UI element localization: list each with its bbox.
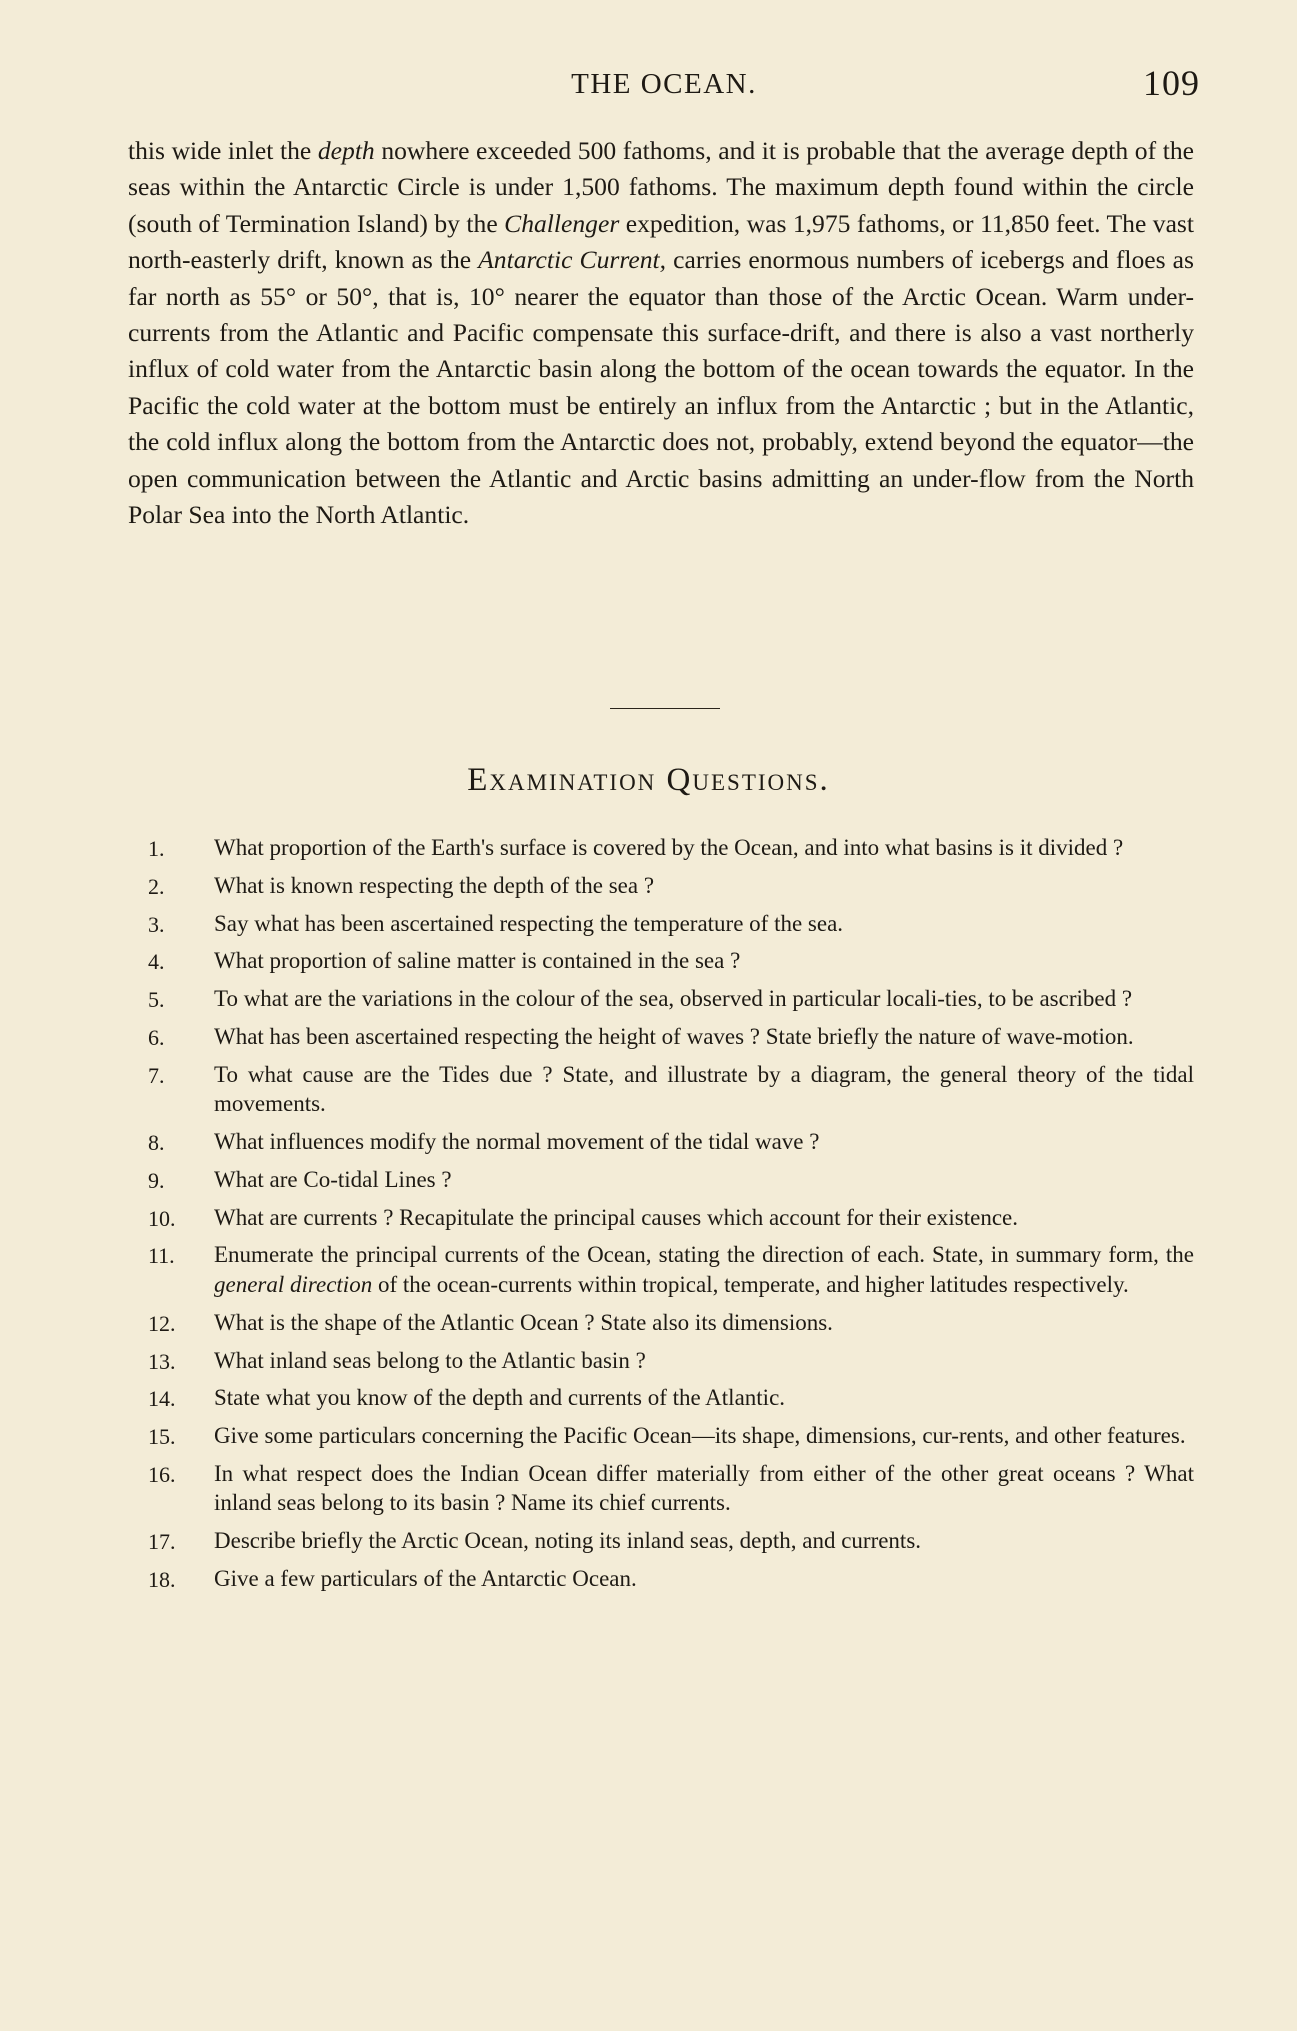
question-text: In what respect does the Indian Ocean differ materially from either of the other great oceans ? What inland seas belong to its basin ? Name its chief currents. <box>214 1460 1194 1516</box>
question-number: 2. <box>148 873 165 899</box>
question-item <box>148 1060 1194 1119</box>
question-text: What is known respecting the depth of the sea ? <box>214 872 655 898</box>
running-head-title: THE OCEAN. <box>571 68 757 100</box>
question-item <box>148 1346 1194 1376</box>
question-number: 18. <box>148 1567 176 1593</box>
question-item <box>148 1240 1194 1299</box>
question-number: 14. <box>148 1386 176 1412</box>
question-number: 5. <box>148 987 165 1013</box>
question-item <box>148 1564 1194 1594</box>
question-number: 9. <box>148 1167 165 1193</box>
question-text: To what cause are the Tides due ? State, and illustrate by a diagram, the general theory of the tidal movements. <box>214 1061 1194 1117</box>
body-text-part: expedition, was 1,975 fathoms, or 11,850 feet. The vast north-easterly drift, known as the <box>128 208 1195 275</box>
question-item <box>148 1022 1194 1052</box>
question-item <box>148 1165 1194 1195</box>
question-text: Give some particulars concerning the Pacific Ocean—its shape, dimensions, cur-rents, and other features. <box>214 1423 1186 1449</box>
question-number: 15. <box>148 1424 176 1450</box>
question-item <box>148 1459 1194 1518</box>
question-item <box>148 833 1194 863</box>
question-text: What proportion of saline matter is contained in the sea ? <box>214 948 741 974</box>
question-text: What proportion of the Earth's surface is covered by the Ocean, and into what basins is it divided ? <box>214 835 1124 860</box>
page-number: 109 <box>1143 63 1200 103</box>
body-text-part: nowhere exceeded 500 fathoms, and it is probable that the average depth of the seas within the Antarctic Circle is under 1,500 fathoms. The maximum depth found within the circle (south of Termination Island) by the <box>128 136 1194 238</box>
question-number: 4. <box>148 949 165 975</box>
question-item <box>148 1127 1194 1157</box>
question-number: 7. <box>148 1062 165 1088</box>
body-text-part: this wide inlet the <box>128 136 318 165</box>
question-text: Give a few particulars of the Antarctic Ocean. <box>214 1566 637 1592</box>
running-head <box>128 62 1200 102</box>
question-text: Describe briefly the Arctic Ocean, noting its inland seas, depth, and currents. <box>214 1528 922 1554</box>
body-paragraph <box>128 133 1194 533</box>
question-item <box>148 984 1194 1014</box>
question-number: 12. <box>148 1310 176 1336</box>
question-list <box>148 833 1194 1602</box>
question-text: What is the shape of the Atlantic Ocean ? State also its dimensions. <box>214 1309 833 1335</box>
body-text-italic: Antarctic Current, <box>478 245 667 275</box>
body-text-italic: Challenger <box>504 208 620 238</box>
question-text: State what you know of the depth and currents of the Atlantic. <box>214 1385 786 1411</box>
question-number: 1. <box>148 836 165 861</box>
section-title: Examination Questions. <box>467 762 830 798</box>
question-text: Say what has been ascertained respecting the temperature of the sea. <box>214 910 844 936</box>
question-item <box>148 871 1194 901</box>
question-item <box>148 1203 1194 1233</box>
question-item <box>148 909 1194 939</box>
question-text: What has been ascertained respecting the height of waves ? State briefly the nature of wave-motion. <box>214 1023 1134 1049</box>
question-text-italic: general direction <box>214 1271 373 1297</box>
question-text: What are currents ? Recapitulate the principal causes which account for their existence. <box>214 1204 1018 1230</box>
question-text: To what are the variations in the colour of the sea, observed in particular locali-ties, to be ascribed ? <box>214 986 1133 1012</box>
question-number: 10. <box>148 1205 176 1231</box>
question-item <box>148 1421 1194 1451</box>
question-number: 11. <box>148 1243 175 1269</box>
body-text-part: carries enormous numbers of icebergs and floes as far north as 55° or 50°, that is, 10° nearer the equator than those of the Arctic Ocean. Warm under-currents from the Atlantic and Pacific compensate this surface-drift, and there is also a vast northerly influx of cold water from the Antarctic basin along the bottom of the ocean towards the equator. In the Pacific the cold water at the bottom must be entirely an influx from the Antarctic ; but in the Atlantic, the cold influx along the bottom from the Antarctic does not, probably, extend beyond the equator—the open communication between the Atlantic and Arctic basins admitting an under-flow from the North Polar Sea into the North Atlantic. <box>128 245 1194 530</box>
question-text: What are Co-tidal Lines ? <box>214 1166 452 1192</box>
question-number: 6. <box>148 1024 165 1050</box>
question-text: of the ocean-currents within tropical, temperate, and higher latitudes respectively. <box>372 1271 1129 1297</box>
question-text: Enumerate the principal currents of the Ocean, stating the direction of each. State, in summary form, the <box>214 1242 1194 1268</box>
body-text-italic: depth <box>317 136 375 165</box>
question-item <box>148 1383 1194 1413</box>
question-number: 3. <box>148 911 165 937</box>
question-number: 16. <box>148 1461 176 1487</box>
question-number: 13. <box>148 1348 176 1374</box>
question-number: 17. <box>148 1529 176 1555</box>
question-text: What influences modify the normal movement of the tidal wave ? <box>214 1129 820 1155</box>
question-item <box>148 1526 1194 1556</box>
question-text: What inland seas belong to the Atlantic basin ? <box>214 1347 646 1373</box>
question-item <box>148 946 1194 976</box>
question-number: 8. <box>148 1130 165 1156</box>
question-item <box>148 1308 1194 1338</box>
section-divider <box>610 708 720 709</box>
